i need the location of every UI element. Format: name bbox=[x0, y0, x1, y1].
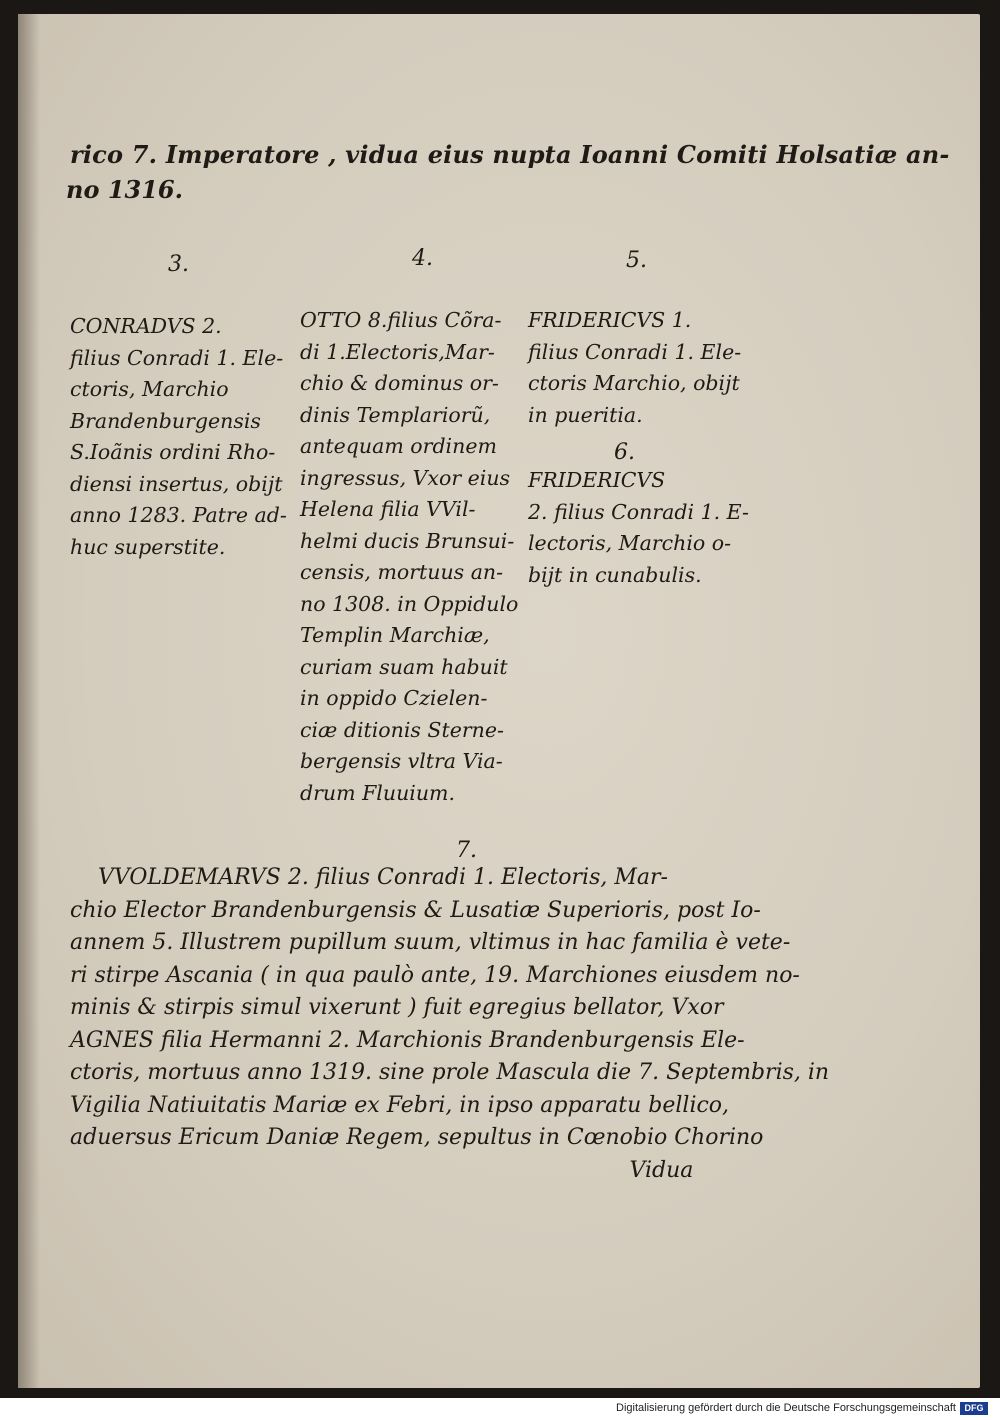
entry-7-line: chio Elector Brandenburgensis & Lusatiæ Superioris, post Io- bbox=[70, 897, 761, 923]
entry-5-line: in pueritia. bbox=[528, 402, 643, 427]
entry-7-line: ctoris, mortuus anno 1319. sine prole Mascula die 7. Septembris, in bbox=[70, 1060, 830, 1085]
entry-7-line: aduersus Ericum Daniæ Regem, sepultus in Cœnobio Chorino bbox=[70, 1125, 764, 1150]
entry-6-line: lectoris, Marchio o- bbox=[528, 531, 732, 555]
heading-line-2: no 1316. bbox=[66, 175, 183, 204]
entry-4-line: no 1308. in Oppidulo bbox=[300, 591, 519, 616]
entry-4-line: censis, mortuus an- bbox=[300, 560, 504, 584]
catchword: Vidua bbox=[70, 1157, 694, 1183]
entry-3-line: diensi insertus, obijt bbox=[70, 471, 283, 496]
entry-4-line: in oppido Czielen- bbox=[300, 686, 488, 710]
entry-number-7: 7. bbox=[456, 838, 477, 863]
entry-7-line: minis & stirpis simul vixerunt ) fuit egregius bellator, Vxor bbox=[70, 995, 724, 1020]
heading-line-1: rico 7. Imperatore , vidua eius nupta Ioanni Comiti Holsatiæ an- bbox=[70, 140, 950, 169]
entry-number-5: 5. bbox=[626, 248, 647, 273]
entry-4-line: OTTO 8.filius Cõra- bbox=[300, 308, 502, 332]
entry-5-line: filius Conradi 1. Ele- bbox=[528, 339, 742, 364]
dfg-logo: DFG bbox=[960, 1402, 988, 1415]
entry-5-line: ctoris Marchio, obijt bbox=[528, 371, 740, 395]
entry-6-line: FRIDERICVS bbox=[528, 468, 666, 492]
entry-6-column bbox=[528, 465, 749, 591]
digitization-footer bbox=[0, 1398, 1000, 1420]
entry-7-line: Vigilia Natiuitatis Mariæ ex Febri, in ipso apparatu bellico, bbox=[70, 1092, 730, 1118]
entry-4-line: bergensis vltra Via- bbox=[300, 749, 503, 773]
entry-3-line: anno 1283. Patre ad- bbox=[70, 503, 287, 527]
entry-7-line: VVOLDEMARVS 2. filius Conradi 1. Electoris, Mar- bbox=[70, 865, 668, 890]
entry-4-line: ciæ ditionis Sterne- bbox=[300, 717, 504, 742]
entry-3-line: filius Conradi 1. Ele- bbox=[70, 345, 284, 370]
entry-4-line: Templin Marchiæ, bbox=[300, 623, 490, 647]
entry-4-line: drum Fluuium. bbox=[300, 780, 455, 805]
entry-5-column bbox=[528, 305, 741, 431]
entry-3-column bbox=[70, 311, 287, 563]
entry-4-line: di 1.Electoris,Mar- bbox=[300, 339, 495, 364]
entry-number-4: 4. bbox=[412, 246, 433, 271]
entry-3-line: huc superstite. bbox=[70, 534, 226, 559]
entry-4-line: chio & dominus or- bbox=[300, 371, 499, 395]
entry-3-line: S.Ioãnis ordini Rho- bbox=[70, 440, 276, 464]
entry-number-3: 3. bbox=[168, 252, 189, 277]
entry-4-column bbox=[300, 305, 518, 809]
entry-3-line: CONRADVS 2. bbox=[70, 314, 222, 338]
entry-6-line: bijt in cunabulis. bbox=[528, 562, 702, 587]
entry-6-line: 2. filius Conradi 1. E- bbox=[528, 499, 749, 524]
entry-4-line: curiam suam habuit bbox=[300, 654, 508, 679]
footer-credit-text: Digitalisierung gefördert durch die Deutsche Forschungsgemeinschaft bbox=[616, 1402, 956, 1414]
page-gutter-shadow bbox=[18, 14, 40, 1388]
entry-3-line: Brandenburgensis bbox=[70, 408, 261, 433]
entry-4-line: Helena filia VVil- bbox=[300, 497, 476, 521]
entry-7-paragraph bbox=[70, 862, 829, 1187]
entry-3-line: ctoris, Marchio bbox=[70, 377, 229, 401]
entry-4-line: dinis Templariorũ, bbox=[300, 402, 491, 427]
entry-4-line: helmi ducis Brunsui- bbox=[300, 528, 515, 553]
entry-5-line: FRIDERICVS 1. bbox=[528, 308, 692, 332]
entry-7-line: ri stirpe Ascania ( in qua paulò ante, 19. Marchiones eiusdem no- bbox=[70, 962, 800, 988]
entry-7-line: annem 5. Illustrem pupillum suum, vltimus in hac familia è vete- bbox=[70, 930, 791, 955]
entry-number-6: 6. bbox=[614, 440, 635, 465]
entry-4-line: antequam ordinem bbox=[300, 434, 497, 458]
entry-7-line: AGNES filia Hermanni 2. Marchionis Brandenburgensis Ele- bbox=[70, 1027, 745, 1053]
entry-4-line: ingressus, Vxor eius bbox=[300, 465, 511, 490]
